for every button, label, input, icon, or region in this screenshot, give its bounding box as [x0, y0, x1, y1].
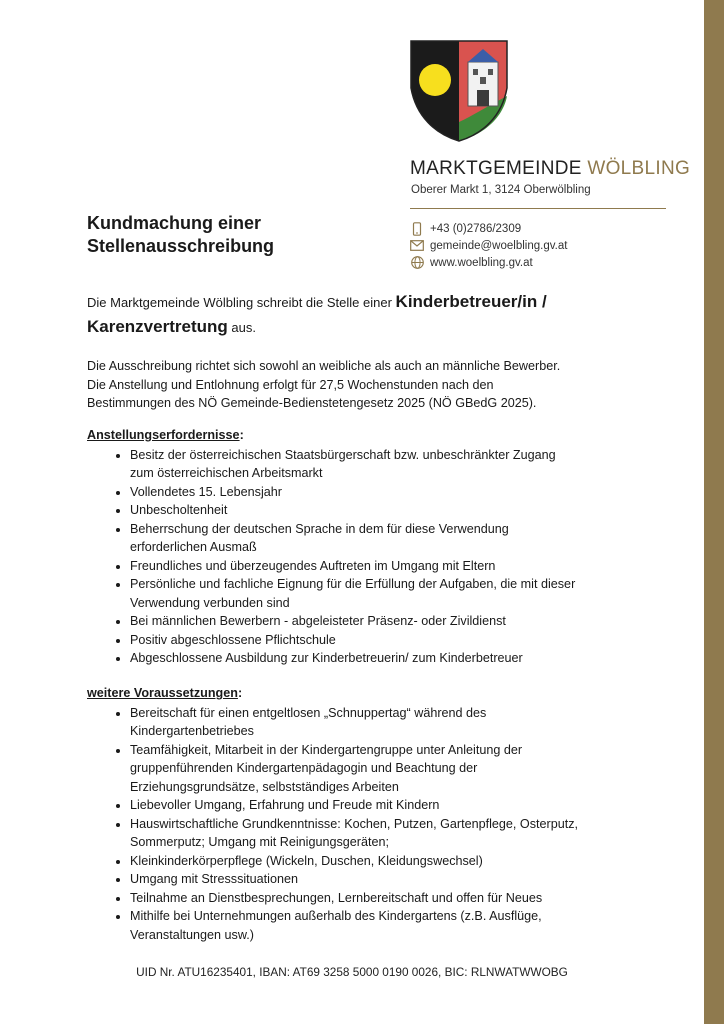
brand-word-1: MARKTGEMEINDE [410, 158, 582, 179]
list-item-text: Erziehungsgrundsätze, selbstständiges Arbeiten [130, 779, 399, 794]
list-item [130, 557, 657, 576]
list-item-text: Mithilfe bei Unternehmungen außerhalb des Kindergartens (z.B. Ausflüge, [130, 909, 542, 923]
paragraph-line: Bestimmungen des NÖ Gemeinde-Bedienstetengesetz 2025 (NÖ GBedG 2025). [87, 396, 537, 410]
list-item-text: zum österreichischen Arbeitsmarkt [130, 466, 323, 480]
list-item-text: Liebevoller Umgang, Erfahrung und Freude mit Kindern [130, 798, 440, 812]
list-item-text: Kindergartenbetriebes [130, 724, 254, 738]
mail-icon [410, 239, 424, 253]
list-item-text: Besitz der österreichischen Staatsbürgerschaft bzw. unbeschränkter Zugang [130, 447, 556, 462]
list-item-text: Persönliche und fachliche Eignung für die Erfüllung der Aufgaben, die mit dieser [130, 577, 576, 591]
title-line-1: Kundmachung einer [87, 213, 262, 233]
email-link[interactable]: gemeinde@woelbling.gv.at [430, 239, 568, 252]
municipality-name [410, 158, 690, 180]
requirements-section [87, 426, 657, 668]
list-item-text: Umgang mit Stresssituationen [130, 872, 298, 886]
list-item [130, 649, 657, 668]
further-heading: weitere Voraussetzungen: [87, 686, 243, 700]
intro-paragraph [87, 290, 647, 340]
list-item [130, 520, 657, 557]
list-item-text: Unbescholtenheit [130, 503, 228, 517]
phone-icon [410, 222, 424, 236]
list-item [130, 815, 657, 852]
title-line-2: Stellenausschreibung [87, 236, 275, 256]
list-item-text: Teamfähigkeit, Mitarbeit in der Kindergartengruppe unter Anleitung der [130, 742, 523, 757]
brand-word-2: WÖLBLING [587, 158, 691, 179]
further-title: weitere Voraussetzungen [87, 686, 238, 700]
list-item [130, 889, 657, 908]
page-title [87, 212, 367, 258]
list-item-text: Teilnahme an Dienstbesprechungen, Lernbereitschaft und offen für Neues [130, 890, 543, 905]
list-item-text: Hauswirtschaftliche Grundkenntnisse: Kochen, Putzen, Gartenpflege, Osterputz, [130, 816, 579, 831]
list-item [130, 575, 657, 612]
phone-number: +43 (0)2786/2309 [430, 222, 522, 235]
list-item [130, 612, 657, 631]
list-item-text: Kleinkinderkörperpflege (Wickeln, Duschen, Kleidungswechsel) [130, 853, 483, 868]
list-item [130, 631, 657, 650]
website-link[interactable]: www.woelbling.gv.at [430, 256, 533, 269]
coat-of-arms-icon [410, 40, 508, 142]
list-item-text: Bei männlichen Bewerbern - abgeleisteter Präsenz- oder Zivildienst [130, 614, 506, 628]
requirements-list [87, 446, 657, 668]
list-item-text: Beherrschung der deutschen Sprache in dem für diese Verwendung [130, 521, 509, 536]
list-item-text: Abgeschlossene Ausbildung zur Kinderbetreuerin/ zum Kinderbetreuer [130, 651, 523, 665]
list-item [130, 796, 657, 815]
paragraph-line: Die Anstellung und Entlohnung erfolgt für 27,5 Wochenstunden nach den [87, 377, 494, 392]
list-item [130, 501, 657, 520]
list-item [130, 446, 657, 483]
contact-block [410, 220, 567, 271]
intro-text: Die Marktgemeinde Wölbling schreibt die Stelle einer [87, 295, 396, 310]
list-item [130, 870, 657, 889]
requirements-title: Anstellungserfordernisse [87, 428, 240, 442]
municipality-address: Oberer Markt 1, 3124 Oberwölbling [411, 184, 591, 196]
list-item [130, 852, 657, 871]
further-section [87, 684, 657, 944]
list-item-text: gruppenführenden Kindergartenpädagogin und Beachtung der [130, 761, 478, 775]
list-item-text: Vollendetes 15. Lebensjahr [130, 484, 282, 499]
intro-text-end: aus. [227, 320, 256, 335]
list-item-text: Bereitschaft für einen entgeltlosen „Schnuppertag“ während des [130, 705, 487, 720]
employment-paragraph [87, 357, 647, 413]
sidebar-accent-bar [704, 0, 724, 1024]
position-title-line-2: Karenzvertretung [87, 317, 228, 336]
paragraph-line: Die Ausschreibung richtet sich sowohl an weibliche als auch an männliche Bewerber. [87, 359, 561, 373]
position-title-line-1: Kinderbetreuer/in / [395, 292, 547, 311]
list-item-text: Positiv abgeschlossene Pflichtschule [130, 632, 336, 647]
header-divider [410, 208, 666, 209]
list-item [130, 704, 657, 741]
list-item-text: Sommerputz; Umgang mit Reinigungsgeräten; [130, 835, 389, 849]
footer-bank-details: UID Nr. ATU16235401, IBAN: AT69 3258 5000 0190 0026, BIC: RLNWATWWOBG [136, 965, 568, 979]
list-item-text: Verwendung verbunden sind [130, 595, 290, 610]
list-item [130, 483, 657, 502]
list-item [130, 907, 657, 944]
list-item [130, 741, 657, 797]
further-list [87, 704, 657, 945]
list-item-text: Freundliches und überzeugendes Auftreten im Umgang mit Eltern [130, 558, 496, 573]
list-item-text: erforderlichen Ausmaß [130, 540, 257, 554]
requirements-heading: Anstellungserfordernisse: [87, 428, 244, 442]
globe-icon [410, 256, 424, 270]
list-item-text: Veranstaltungen usw.) [130, 927, 254, 942]
